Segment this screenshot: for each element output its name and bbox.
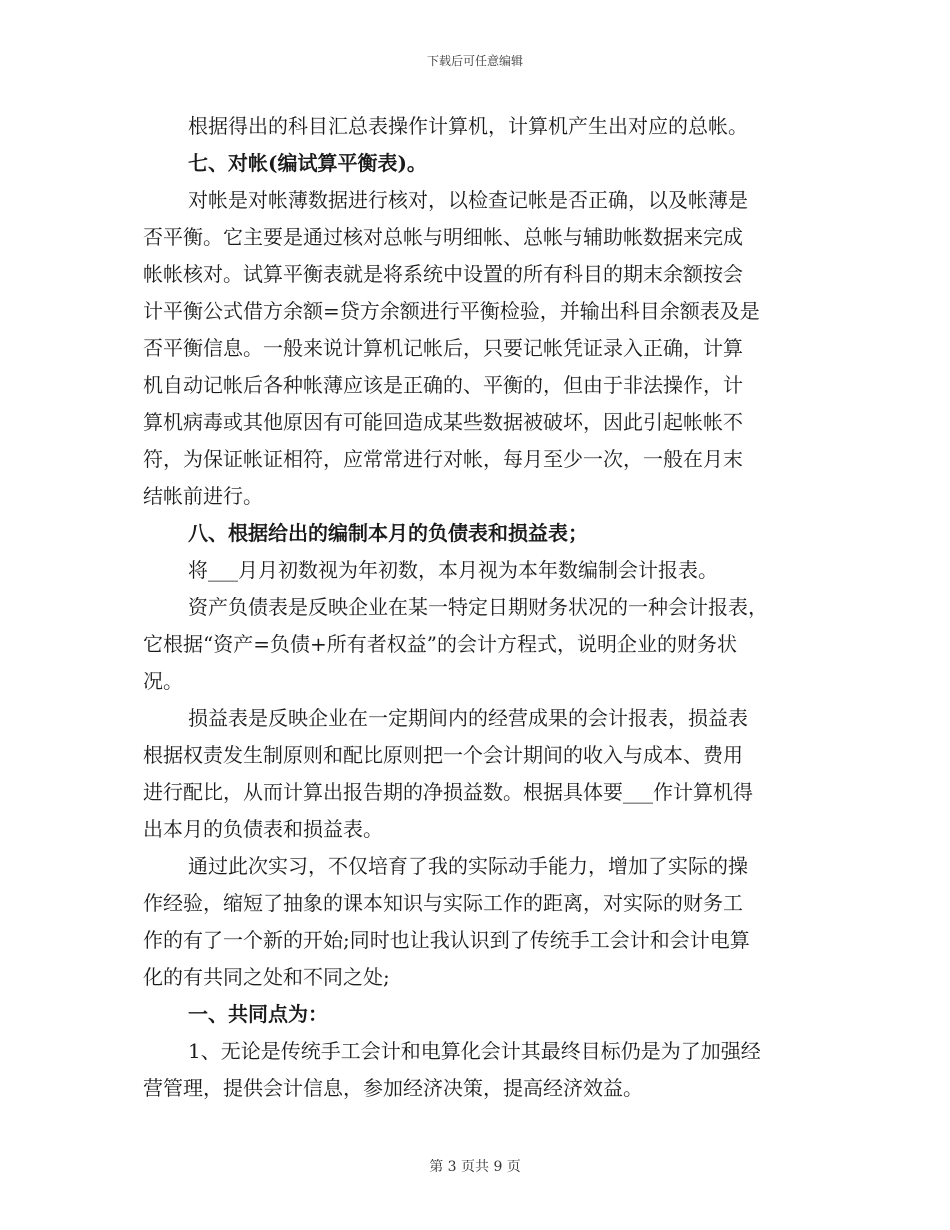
paragraph-line: 结帐前进行。 xyxy=(143,484,263,508)
paragraph-line: 出本月的负债表和损益表。 xyxy=(143,817,383,841)
paragraph-line: 作经验，缩短了抽象的课本知识与实际工作的距离，对实际的财务工 xyxy=(143,891,743,915)
paragraph-line: 算机病毒或其他原因有可能回造成某些数据被破坏，因此引起帐帐不 xyxy=(143,410,743,434)
paragraph-line: 进行配比，从而计算出报告期的净损益数。根据具体要___作计算机得 xyxy=(143,780,753,804)
paragraph-line: 符，为保证帐证相符，应常常进行对帐，每月至少一次，一般在月末 xyxy=(143,447,743,471)
paragraph-line: 帐帐核对。试算平衡表就是将系统中设置的所有科目的期末余额按会 xyxy=(143,262,743,286)
section-heading: 八、根据给出的编制本月的负债表和损益表； xyxy=(188,521,588,545)
section-heading: 一、共同点为： xyxy=(188,1002,328,1026)
page-header: 下载后可任意编辑 xyxy=(426,54,523,68)
paragraph-line: 计平衡公式借方余额=贷方余额进行平衡检验，并输出科目余额表及是 xyxy=(143,299,760,323)
paragraph-line: 否平衡信息。一般来说计算机记帐后，只要记帐凭证录入正确，计算 xyxy=(143,336,743,360)
paragraph-line: 否平衡。它主要是通过核对总帐与明细帐、总帐与辅助帐数据来完成 xyxy=(143,225,743,249)
paragraph-line: 将___月月初数视为年初数，本月视为本年数编制会计报表。 xyxy=(188,558,718,582)
paragraph-line: 根据权责发生制原则和配比原则把一个会计期间的收入与成本、费用 xyxy=(143,743,743,767)
paragraph-line: 1、无论是传统手工会计和电算化会计其最终目标仍是为了加强经 xyxy=(188,1039,761,1063)
section-heading: 七、对帐(编试算平衡表)。 xyxy=(188,151,427,175)
paragraph-line: 作的有了一个新的开始;同时也让我认识到了传统手工会计和会计电算 xyxy=(143,928,750,952)
paragraph-line: 资产负债表是反映企业在某一特定日期财务状况的一种会计报表， xyxy=(188,595,768,619)
paragraph-line: 损益表是反映企业在一定期间内的经营成果的会计报表，损益表 xyxy=(188,706,748,730)
paragraph-line: 通过此次实习，不仅培育了我的实际动手能力，增加了实际的操 xyxy=(188,854,748,878)
document-body xyxy=(143,108,805,1107)
page-footer: 第 3 页共 9 页 xyxy=(429,1159,521,1175)
paragraph-line: 机自动记帐后各种帐薄应该是正确的、平衡的，但由于非法操作，计 xyxy=(143,373,743,397)
paragraph-line: 根据得出的科目汇总表操作计算机，计算机产生出对应的总帐。 xyxy=(188,114,748,138)
paragraph-line: 营管理，提供会计信息，参加经济决策，提高经济效益。 xyxy=(143,1076,643,1100)
paragraph-line: 对帐是对帐薄数据进行核对，以检查记帐是否正确，以及帐薄是 xyxy=(188,188,748,212)
paragraph-line: 况。 xyxy=(143,669,183,693)
paragraph-line: 它根据“资产=负债+所有者权益”的会计方程式，说明企业的财务状 xyxy=(143,632,737,656)
paragraph-line: 化的有共同之处和不同之处; xyxy=(143,965,390,989)
